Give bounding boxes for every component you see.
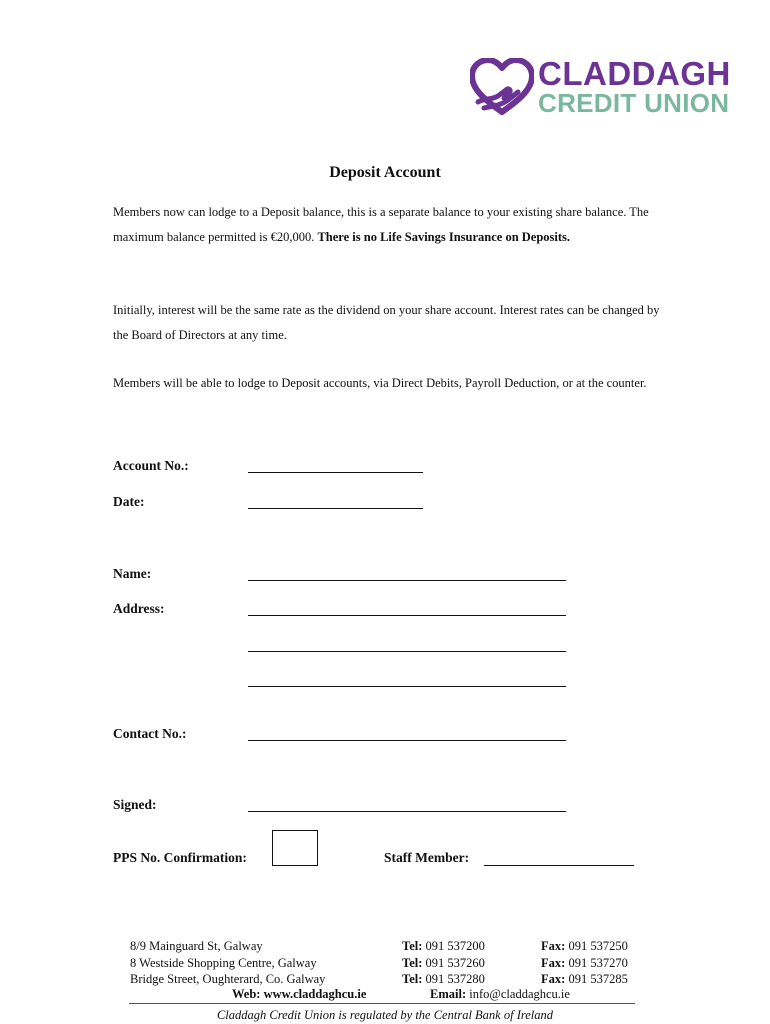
claddagh-logo: [470, 55, 745, 122]
tel-label: Tel:: [402, 955, 423, 970]
fax-number: 091 537270: [568, 955, 628, 970]
name-label: Name:: [113, 566, 152, 581]
address-line: 8 Westside Shopping Centre, Galway: [130, 955, 317, 970]
logo-line2: CREDIT UNION: [538, 88, 730, 118]
fax-label: Fax:: [541, 972, 566, 986]
date-field[interactable]: [248, 508, 423, 509]
name-field[interactable]: [248, 580, 566, 581]
signed-label: Signed:: [113, 797, 157, 812]
logo-line1: CLADDAGH: [538, 55, 731, 92]
footer-divider: [129, 1003, 635, 1004]
fax-label: Fax:: [541, 939, 566, 953]
tel-label: Tel:: [402, 939, 423, 953]
email-label: Email:: [430, 987, 467, 1001]
address-field-line3[interactable]: [248, 686, 566, 687]
heart-handshake-icon: [470, 58, 534, 120]
paragraph-deposit-balance: [113, 200, 673, 249]
fax-number: 091 537250: [568, 939, 628, 953]
website-link[interactable]: Web: www.claddaghcu.ie: [232, 987, 367, 1001]
paragraph-deposit-balance-text: Members now can lodge to a Deposit balance, this is a separate balance to your existing share balance. The maximum balance permitted is €20,000.: [113, 205, 649, 244]
tel-label: Tel:: [402, 972, 423, 986]
pps-confirmation-checkbox[interactable]: [272, 830, 318, 866]
address-field-line2[interactable]: [248, 651, 566, 652]
telephone-numbers: [402, 938, 485, 988]
tel-number: 091 537280: [425, 972, 485, 986]
fax-numbers: [541, 938, 628, 988]
staff-member-field[interactable]: [484, 865, 634, 866]
staff-member-label: Staff Member:: [384, 850, 470, 865]
insurance-notice: There is no Life Savings Insurance on Deposits.: [317, 229, 571, 244]
tel-number: 091 537260: [425, 955, 485, 970]
branch-addresses: [130, 938, 325, 988]
fax-label: Fax:: [541, 955, 566, 970]
signature-field[interactable]: [248, 811, 566, 812]
address-field-line1[interactable]: [248, 615, 566, 616]
tel-number: 091 537200: [425, 939, 485, 953]
address-label: Address:: [113, 601, 165, 616]
email-contact[interactable]: [430, 987, 570, 1002]
page-title: Deposit Account: [329, 164, 441, 181]
date-label: Date:: [113, 494, 145, 509]
fax-number: 091 537285: [568, 972, 628, 986]
account-no-label: Account No.:: [113, 458, 189, 473]
address-line: Bridge Street, Oughterard, Co. Galway: [130, 972, 326, 986]
email-address[interactable]: info@claddaghcu.ie: [469, 987, 570, 1001]
account-no-field[interactable]: [248, 472, 423, 473]
contact-no-label: Contact No.:: [113, 726, 187, 741]
paragraph-lodging: Members will be able to lodge to Deposit accounts, via Direct Debits, Payroll Deduction, or at the counter.: [113, 376, 647, 390]
paragraph-interest: Initially, interest will be the same rate as the dividend on your share account. Interest rates can be changed by the Board of Directors at any time.: [113, 303, 660, 342]
address-line: 8/9 Mainguard St, Galway: [130, 939, 263, 953]
contact-no-field[interactable]: [248, 740, 566, 741]
regulatory-notice: Claddagh Credit Union is regulated by the Central Bank of Ireland: [216, 1008, 554, 1022]
pps-confirmation-label: PPS No. Confirmation:: [113, 850, 247, 865]
